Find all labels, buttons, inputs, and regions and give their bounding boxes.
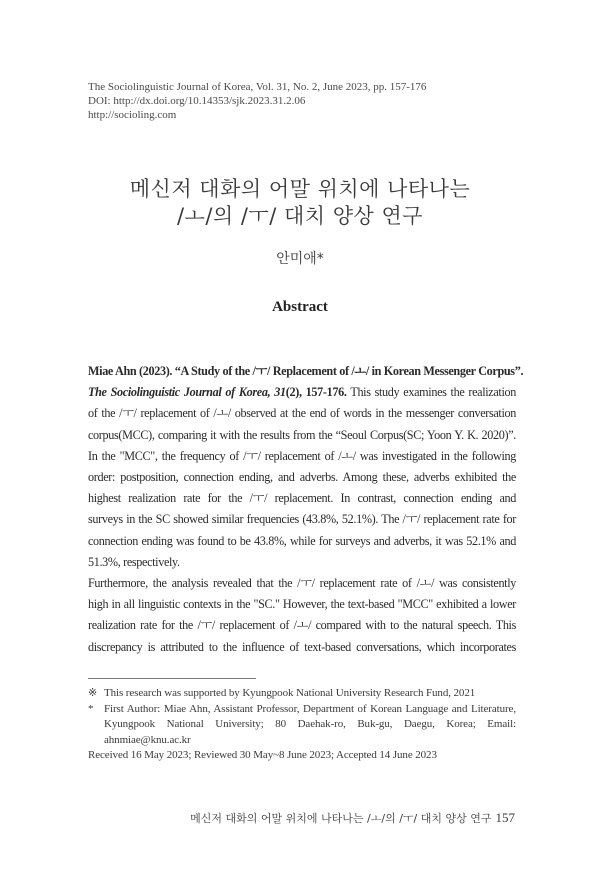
journal-citation: The Sociolinguistic Journal of Korea, Vol. 31, No. 2, June 2023, pp. 157-176 (88, 81, 427, 93)
abstract-line: surveys in the SC showed similar frequencies (43.8%, 52.1%). The /ㅜ/ replacement rate for (88, 512, 516, 527)
footnotes (88, 686, 516, 764)
footnote-author-line: First Author: Miae Ahn, Assistant Professor, Department of Korean Language and Literature, (104, 702, 516, 715)
footnote-author-line: Kyungpook National University; 80 Daehak-ro, Buk-gu, Daegu, Korea; Email: (104, 718, 516, 730)
abstract-line: discrepancy is attributed to the influence of text-based conversations, which incorporates (88, 639, 516, 654)
abstract-line: high in all linguistic contexts in the "SC." However, the text-based "MCC" exhibited a lower (88, 597, 516, 612)
abstract-line: corpus(MCC), comparing it with the results from the “Seoul Corpus(SC; Yoon Y. K. 2020)”. (88, 427, 516, 442)
abstract-line: In the "MCC", the frequency of /ㅜ/ replacement of /ㅗ/ was investigated in the following (88, 448, 516, 463)
journal-info (88, 80, 528, 122)
abstract-line: Furthermore, the analysis revealed that the /ㅜ/ replacement rate of /ㅗ/ was consistently (88, 576, 516, 591)
journal-name: The Sociolinguistic Journal of Korea, 31 (88, 385, 286, 400)
footnote-funding-text: This research was supported by Kyungpook National University Research Fund, 2021 (104, 687, 476, 699)
author-name: 안미애* (276, 251, 324, 267)
page-number: 157 (495, 810, 515, 825)
abstract-body (88, 361, 524, 658)
issue-pages: (2), 157-176. (285, 385, 347, 400)
running-title: 메신저 대화의 어말 위치에 나타나는 /ㅗ/의 /ㅜ/ 대치 양상 연구 (190, 812, 492, 825)
paper-title-line2: /ㅗ/의 /ㅜ/ 대치 양상 연구 (176, 204, 424, 228)
footnote-email[interactable]: ahnmiae@knu.ac.kr (104, 733, 191, 746)
footnote-divider (88, 678, 256, 679)
abstract-line: of the /ㅜ/ replacement of /ㅗ/ observed at the end of words in the messenger conversation (88, 406, 516, 421)
abstract-line: order: postposition, connection ending, and adverbs. Among these, adverbs exhibited the (88, 470, 516, 485)
journal-url[interactable]: http://socioling.com (88, 109, 177, 121)
paper-title-line1: 메신저 대화의 어말 위치에 나타나는 (129, 177, 471, 201)
abstract-line: connection ending was found to be 43.8%, while for surveys and adverbs, it was 52.1% and (88, 533, 516, 548)
journal-doi[interactable]: DOI: http://dx.doi.org/10.14353/sjk.2023.31.2.06 (88, 95, 306, 107)
abstract-line: 51.3%, respectively. (88, 554, 180, 569)
footnote-author (88, 702, 516, 749)
abstract-line: realization rate for the /ㅜ/ replacement of /ㅗ/ compared with to the natural speech. This (88, 618, 516, 633)
footnote-funding (88, 686, 516, 702)
abstract-heading: Abstract (272, 299, 328, 315)
page-footer (190, 810, 515, 826)
abstract-text: This study examines the realization (346, 385, 516, 400)
footnote-author-text (104, 702, 516, 749)
abstract-line: highest realization rate for the /ㅜ/ replacement. In contrast, connection ending and (88, 491, 516, 506)
abstract-reference-line: Miae Ahn (2023). “A Study of the /ㅜ/ Replacement of /ㅗ/ in Korean Messenger Corpus”. (88, 364, 524, 378)
received-dates: Received 16 May 2023; Reviewed 30 May~8 June 2023; Accepted 14 June 2023 (88, 749, 437, 761)
abstract-line (88, 382, 516, 403)
reference-mark-icon: ※ (88, 687, 98, 699)
asterisk-mark: * (88, 702, 94, 715)
